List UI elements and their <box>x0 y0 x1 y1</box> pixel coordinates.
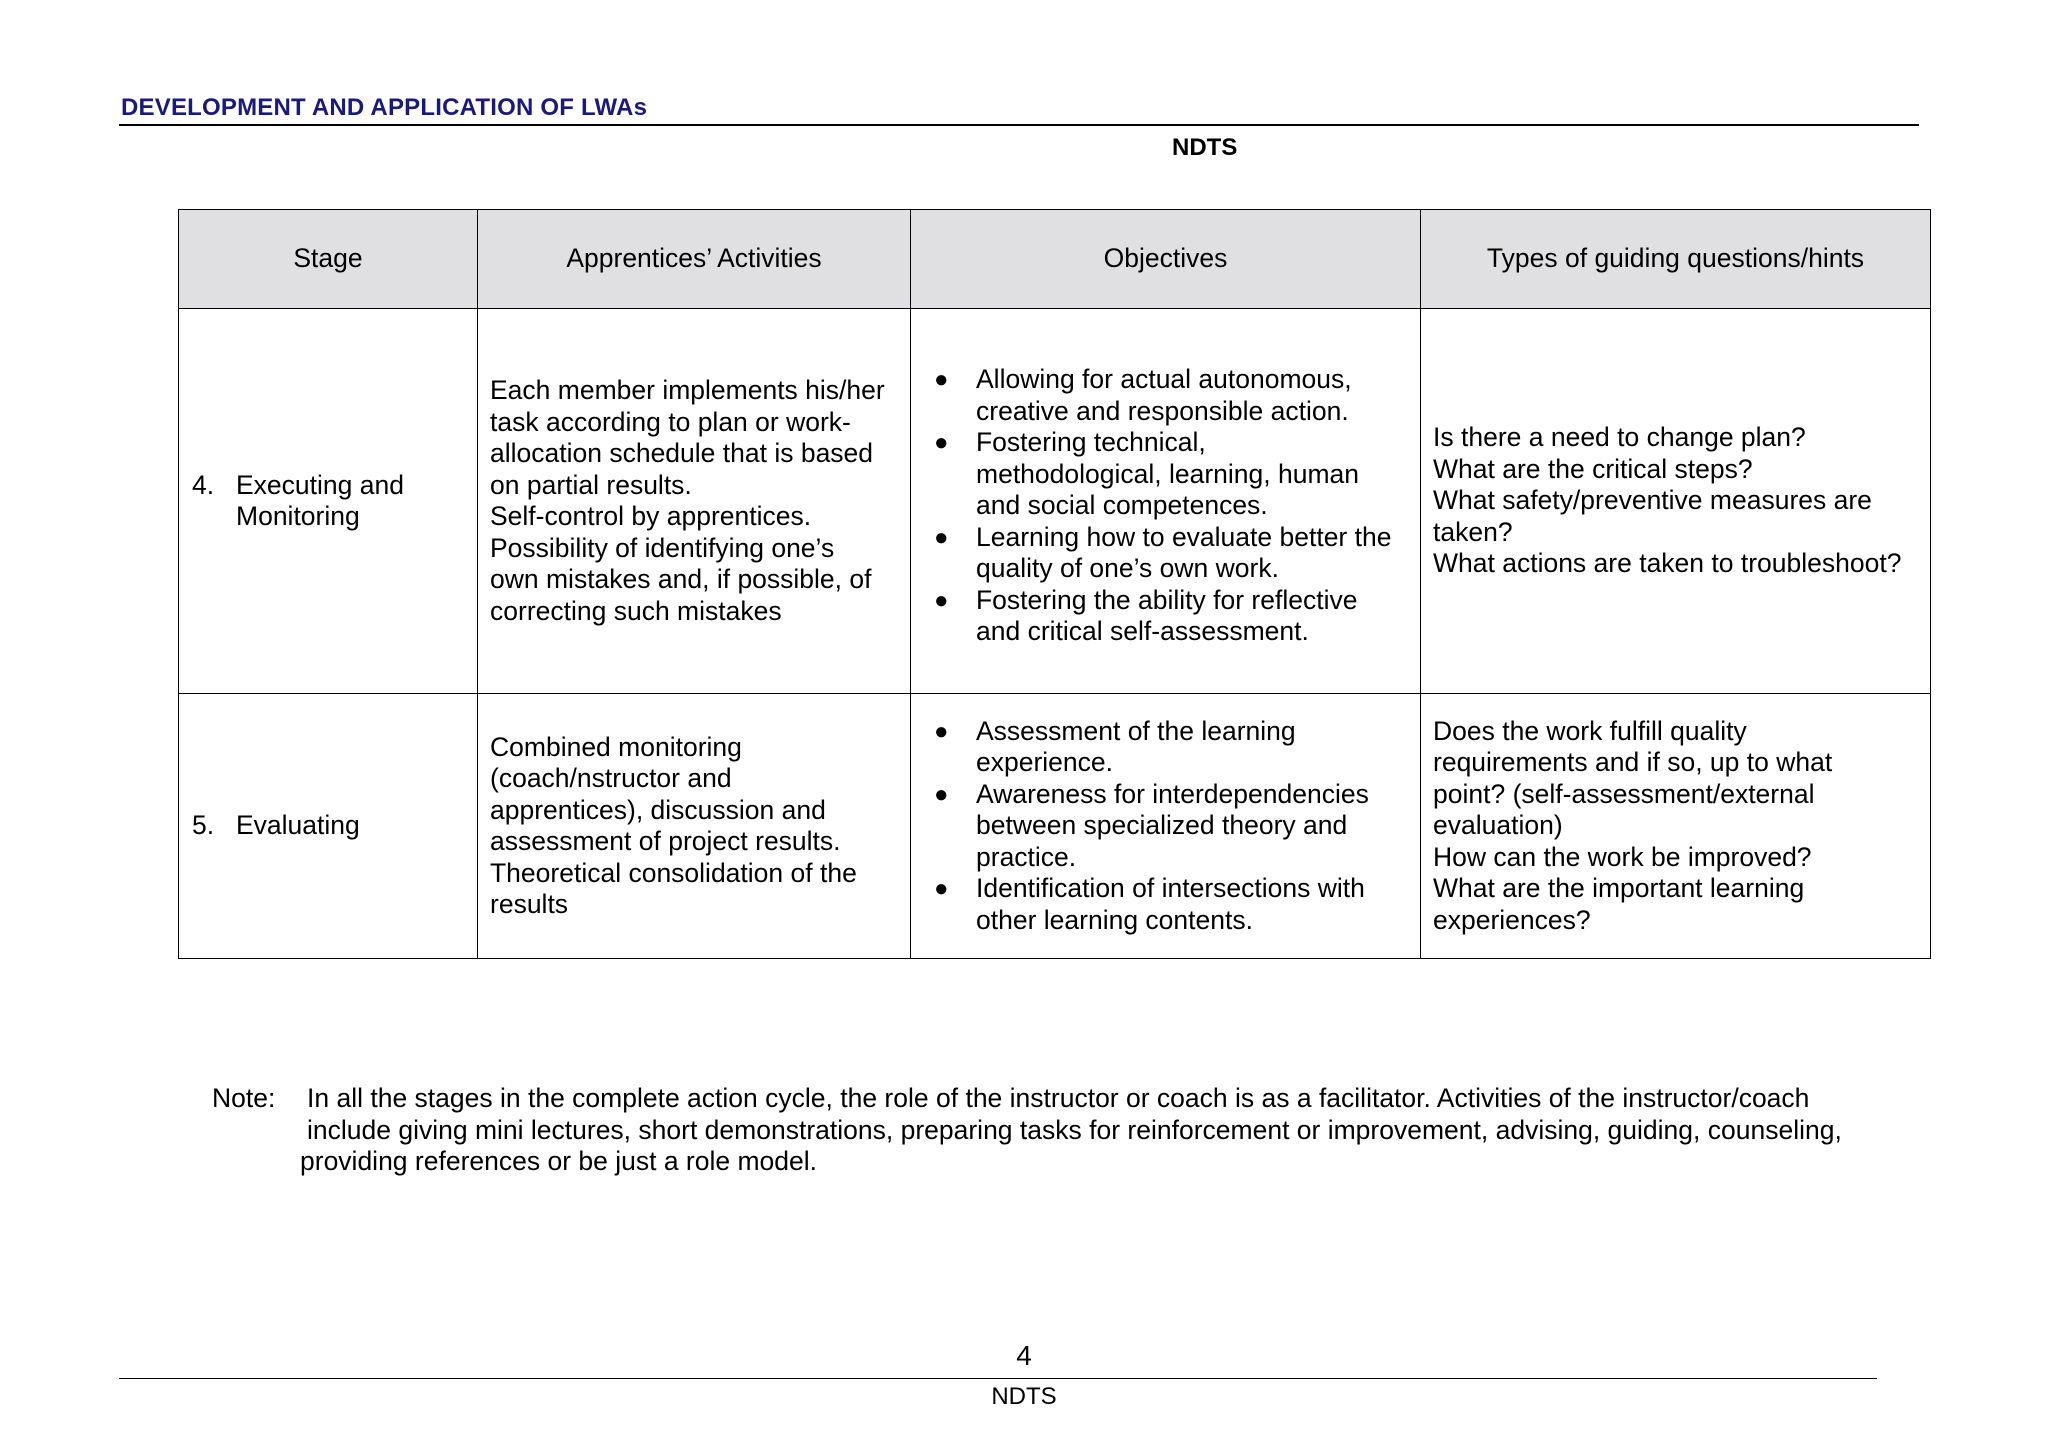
note-label: Note: <box>212 1083 276 1113</box>
objective-line: methodological, learning, human <box>976 458 1360 489</box>
activity-line: apprentices), discussion and <box>490 794 826 825</box>
questions-cell <box>1421 309 1931 694</box>
column-header-objectives: Objectives <box>911 210 1421 309</box>
objective-line: experience. <box>976 747 1114 778</box>
objective-line: Fostering technical, <box>976 427 1206 458</box>
objective-item <box>923 779 1408 874</box>
objective-line: quality of one’s own work. <box>976 553 1279 584</box>
bullet-icon: ● <box>934 366 949 394</box>
objective-line: creative and responsible action. <box>976 395 1349 426</box>
objective-item <box>923 873 1408 936</box>
activity-line: Combined monitoring <box>490 731 742 762</box>
table-row <box>179 694 1931 959</box>
stage-number: 4. <box>192 469 215 500</box>
bullet-icon: ● <box>934 429 949 457</box>
objective-line: Awareness for interdependencies <box>976 778 1369 809</box>
objective-line: Assessment of the learning <box>976 715 1296 746</box>
activity-line: correcting such mistakes <box>490 595 782 626</box>
table-row <box>179 309 1931 694</box>
document-header-title: DEVELOPMENT AND APPLICATION OF LWAs <box>121 94 648 121</box>
question-line: requirements and if so, up to what <box>1433 747 1833 778</box>
objective-line: between specialized theory and <box>976 810 1348 841</box>
activity-line: Each member implements his/her <box>490 375 885 405</box>
note-line: In all the stages in the complete action cycle, the role of the instructor or coach is as a facilitator. Activities of the instructor/coach <box>307 1083 1810 1113</box>
stage-name-line: Evaluating <box>236 810 360 841</box>
activity-line: own mistakes and, if possible, of <box>490 564 872 594</box>
column-header-activities: Apprentices’ Activities <box>478 210 911 309</box>
column-header-questions: Types of guiding questions/hints <box>1421 210 1931 309</box>
note-line: include giving mini lectures, short demonstrations, preparing tasks for reinforcement or improvement, advising, guiding, counseling, <box>307 1114 1842 1145</box>
objectives-list <box>923 364 1408 648</box>
objective-item <box>923 427 1408 522</box>
activity-line: allocation schedule that is based <box>490 438 874 468</box>
bullet-icon: ● <box>934 717 949 745</box>
stage-cell <box>179 694 478 959</box>
bullet-icon: ● <box>934 586 949 614</box>
questions-cell <box>1421 694 1931 959</box>
activities-cell <box>478 309 911 694</box>
question-line: How can the work be improved? <box>1433 841 1812 872</box>
question-line: What safety/preventive measures are <box>1433 485 1872 516</box>
question-line: point? (self-assessment/external <box>1433 778 1815 809</box>
page-number: 4 <box>1016 1340 1032 1371</box>
objective-line: Allowing for actual autonomous, <box>976 364 1352 395</box>
question-line: What are the important learning <box>1433 873 1805 904</box>
objective-item <box>923 522 1408 585</box>
table-header-row <box>179 210 1931 309</box>
objective-line: Fostering the ability for reflective <box>976 584 1358 615</box>
objectives-list <box>923 716 1408 937</box>
bullet-icon: ● <box>934 523 949 551</box>
activity-line: results <box>490 889 569 919</box>
activity-line: task according to plan or work- <box>490 406 851 437</box>
activity-line: (coach/nstructor and <box>490 763 732 793</box>
document-header-subtitle: NDTS <box>1172 134 1238 161</box>
objective-line: practice. <box>976 841 1077 872</box>
activity-line: Theoretical consolidation of the <box>490 857 857 888</box>
activity-line: Possibility of identifying one’s <box>490 532 835 563</box>
header-divider <box>119 124 1919 126</box>
column-header-stage: Stage <box>179 210 478 309</box>
question-line: evaluation) <box>1433 810 1563 841</box>
objectives-cell <box>911 694 1421 959</box>
question-line: taken? <box>1433 516 1513 547</box>
objective-line: and social competences. <box>976 490 1268 521</box>
stage-name-line: Executing and <box>236 469 404 500</box>
question-line: Is there a need to change plan? <box>1433 422 1806 453</box>
bullet-icon: ● <box>934 875 949 903</box>
objective-line: Identification of intersections with <box>976 873 1365 904</box>
bullet-icon: ● <box>934 780 949 808</box>
footer-divider <box>119 1378 1877 1379</box>
objective-line: Learning how to evaluate better the <box>976 521 1392 552</box>
objectives-cell <box>911 309 1421 694</box>
stage-cell <box>179 309 478 694</box>
objective-line: and critical self-assessment. <box>976 616 1309 647</box>
objective-line: other learning contents. <box>976 904 1253 935</box>
activities-cell <box>478 694 911 959</box>
stage-number: 5. <box>192 810 215 841</box>
objective-item <box>923 364 1408 427</box>
note-line: providing references or be just a role model. <box>300 1146 818 1176</box>
question-line: What are the critical steps? <box>1433 453 1753 484</box>
question-line: What actions are taken to troubleshoot? <box>1433 548 1902 579</box>
activity-line: Self-control by apprentices. <box>490 501 812 531</box>
objective-item <box>923 585 1408 648</box>
question-line: experiences? <box>1433 904 1591 935</box>
footer-label: NDTS <box>991 1383 1057 1410</box>
objective-item <box>923 716 1408 779</box>
activity-line: on partial results. <box>490 469 692 500</box>
stage-name-line: Monitoring <box>236 501 360 531</box>
stages-table <box>178 209 1931 959</box>
question-line: Does the work fulfill quality <box>1433 715 1747 746</box>
activity-line: assessment of project results. <box>490 826 841 856</box>
